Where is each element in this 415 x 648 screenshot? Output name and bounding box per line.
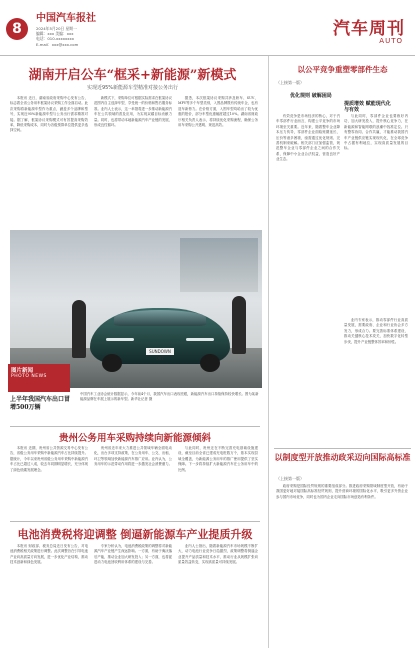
person-figure: [72, 300, 86, 358]
issue-line: E-mail：xxx@xxx.com: [36, 41, 79, 47]
article-paragraph: 据悉，本次框架协议采购共涉及轿车、SUV、MPV等多个车型类别，入围品牌既有传统车企，也有造车新势力。在价格方面，入围车型均给出了较为优惠的报价，部分车型优惠幅度超过10%。湖南省财政厅相关负责人表示，将持续优化采购流程，确保公务用车采购公开透明、规范高效。: [178, 96, 258, 128]
license-plate: SUNDOWN 007: [146, 348, 174, 355]
section-subtitle: AUTO: [379, 37, 403, 45]
main-headline: 湖南开启公车“框采+新能源”新模式: [28, 68, 237, 83]
right-text-col-3: [344, 318, 408, 444]
main-subhead: 实现近95%新能源车型精准对接公务出行: [86, 85, 179, 91]
article-paragraph: 有效竞争是市场经济的核心，对于汽车零部件行业而言，构建公平竞争的市场环境至关重要。近年来，随着整车企业降本压力传导，零部件企业面临账期延长、压价等诸多困境，亟需通过优化规则、完善机制来破解。相关部门应加强监管，规范整车企业与零部件企业之间的合作关系，保障中小企业合法权益，营造良好产业生态。: [276, 114, 340, 162]
photo-caption: 中国汽车工业协会统计数据显示，今年前4个月，我国汽车出口表现亮眼，新能源汽车出口持续保持较快增长。图为某新能源品牌在车展上展示的新车型。新华社记者 摄: [80, 392, 259, 401]
section-title: 汽车周刊: [333, 19, 405, 39]
article-paragraph: 业内人士指出，随着新能源汽车市场规模不断扩大，动力电池行业竞争日趋激烈，政策调整将倒逼企业提升产品质量和技术水平，推动行业从规模扩张向质量效益转变，实现高质量可持续发展。: [178, 544, 258, 565]
right-text-col-2: [344, 114, 408, 314]
right-subhead: 与有效: [344, 107, 360, 113]
car-wheel: [200, 354, 220, 372]
paper-name: 中国汽车报社: [36, 13, 96, 24]
article-paragraph: 本报讯 财政部、税务总局近日发布公告，对电池消费税相关政策进行调整。此次调整旨在引导电池产业向高质量方向发展，进一步优化产业结构，推动技术创新和绿色发展。: [10, 544, 88, 565]
right-headline-2: 以制度型开放推动政采迈向国际高标准: [274, 452, 411, 462]
divider: [10, 426, 260, 427]
article-3-col-1: [10, 544, 88, 644]
right-subhead: 提质增效 赋能现代化: [344, 101, 391, 107]
article-main-col-3: [178, 96, 258, 226]
car-wheel: [102, 354, 122, 372]
article-main-col-2: [94, 96, 172, 226]
article-paragraph: 本报讯 近日，湖南省政府采购中心发布公告，标志着全省公务用车框架协议采购工作全面启动。此次采购将新能源车型作为重点，涵盖多个品牌和型号，实现近95%新能源车型与公务出行需求精准对接。据了解，框架协议采购模式可有效提高采购效率，降低采购成本，同时为各级预算单位提供更多选择空间。: [10, 96, 88, 133]
article-paragraph: 与此同时，贵州还在不断完善充电基础设施建设，截至目前全省已建成充电桩数万个，基本实现县域全覆盖，为新能源公务用车的推广使用提供了坚实保障。下一步将持续扩大新能源汽车在公务用车中的比例。: [178, 446, 258, 472]
car-windshield: [114, 310, 206, 326]
masthead: [0, 0, 415, 56]
issue-line: 编辑：xxx 美编：xxx: [36, 31, 74, 37]
right-text-col-4: [276, 484, 408, 644]
article-paragraph: 贵州省近年来大力推进公共领域车辆全面电动化，出台多项支持政策，在公务用车、公交、出租、环卫等领域加快新能源汽车推广应用。业内认为，公务用车的示范带动作用将进一步激发社会消费潜力。: [94, 446, 172, 467]
article-paragraph: 本报讯 近期，贵州省公共资源交易中心发布公告，省级公务用车采购中新能源汽车占比持续提升。据统计，今年以来贵州省级公务用车采购中新能源汽车占比已超过八成，较去年同期明显增长，充分体现了绿色低碳发展理念。: [10, 446, 88, 472]
issue-line: 2024年5月20日 星期一: [36, 26, 77, 31]
article-paragraph: 专家分析认为，电池消费税政策的调整将对新能源汽车产业链产生深远影响。一方面，有助于淘汰落后产能，推动企业加大研发投入；另一方面，也将促进动力电池回收利用体系的建设与完善。: [94, 544, 172, 565]
article-paragraph: 与此同时，零部件企业也要练好内功，加大研发投入，提升核心竞争力，在新能源和智能网联的浪潮中找准定位。只有整零协同、合作共赢，才能推动我国汽车产业链供应链实现现代化，在全球竞争中占据有利地位，实现高质量发展的目标。: [344, 114, 408, 151]
article-paragraph: 政府采购是国际经贸规则的重要组成部分。推进政府采购领域制度型开放，有助于我国更好地对接国际高标准经贸规则，提升营商环境的国际化水平，吸引更多外资企业参与国内市场竞争，同时也为国内企业走向国际市场创造有利条件。: [276, 484, 408, 499]
exhibition-booth: [180, 238, 258, 292]
article-2-headline: 贵州公务用车采购持续向新能源倾斜: [58, 433, 211, 444]
photo-caption-headline: 上半年我国汽车出口冒增500万辆: [10, 396, 71, 411]
divider: [274, 448, 411, 449]
photo-news-tag: [8, 364, 70, 392]
right-text-col-1: [276, 114, 340, 444]
issue-line: 电话：010-xxxxxxxx: [36, 36, 74, 42]
divider: [10, 521, 260, 522]
article-2-col-1: [10, 446, 88, 518]
article-2-col-2: [94, 446, 172, 518]
person-figure: [232, 296, 246, 354]
continued-note: （上接第一版）: [276, 476, 304, 481]
article-3-col-2: [94, 544, 172, 644]
continued-note: （上接第一版）: [276, 80, 304, 85]
issue-info: [36, 26, 78, 47]
photo-tag-title: 图片新闻: [11, 368, 34, 374]
article-2-col-3: [178, 446, 258, 518]
right-subhead: 优化规则 破解困局: [290, 93, 332, 99]
article-3-headline: 电池消费税将迎调整 倒逼新能源车产业提质升级: [17, 528, 253, 541]
photo-tag-sub: PHOTO NEWS: [11, 374, 47, 379]
article-paragraph: 新模式下，采购单位可根据实际需求在框架协议范围内自主选择车型，享受统一的价格和售后服务标准。业内人士表示，这一举措将进一步推动新能源汽车在公共领域的普及应用，为实现双碳目标贡献力量。同时，也将带动本地新能源汽车产业链的发展，形成良性循环。: [94, 96, 172, 128]
article-paragraph: 业内专家表示，推动零部件行业高质量发展，需要政府、企业和行业协会多方发力，形成合力。要完善标准体系建设，推动关键核心技术攻关，加快数字化转型步伐，提升产业链整体效率和韧性。: [344, 318, 408, 344]
car-headlight: [186, 338, 214, 341]
article-3-col-3: [178, 544, 258, 644]
right-headline-1: 以公平竞争重塑零部件生态: [297, 65, 388, 74]
car-headlight: [106, 338, 134, 341]
article-main-col-1: [10, 96, 88, 226]
page-number-badge: 8: [6, 18, 28, 40]
